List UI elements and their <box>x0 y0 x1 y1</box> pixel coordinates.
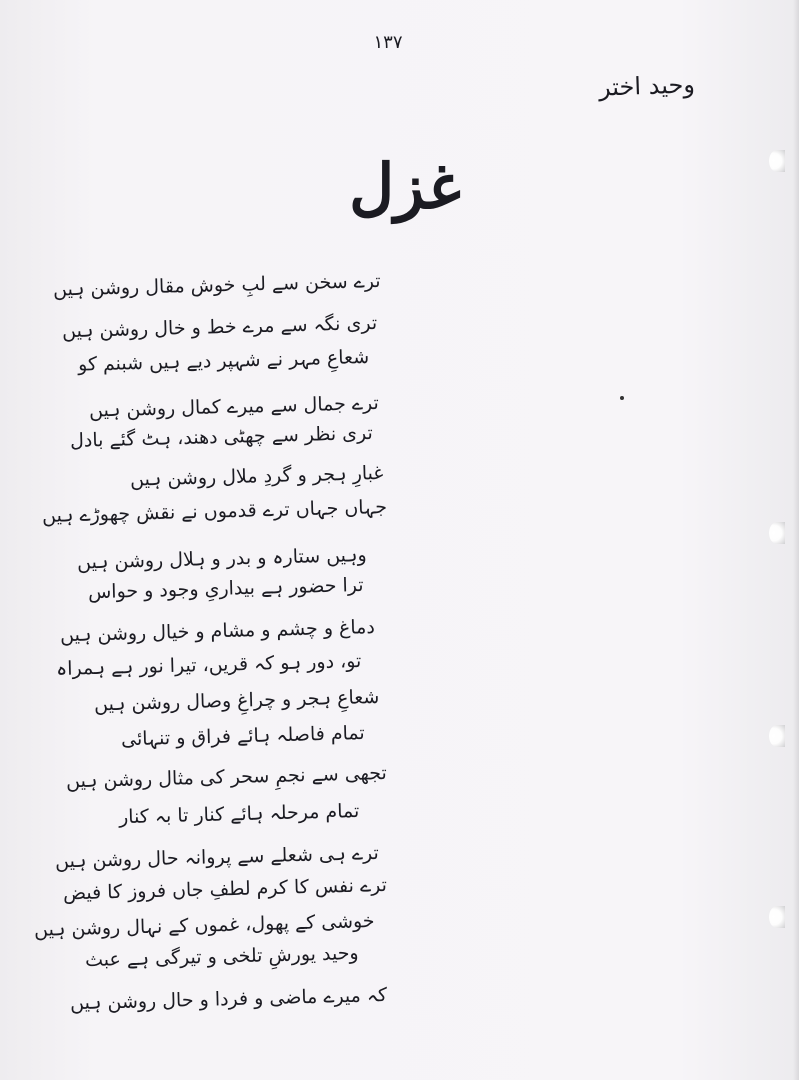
punch-hole <box>769 725 785 747</box>
verse-line: جہاں جہاں ترے قدموں نے نقش چھوڑے ہیں <box>41 496 388 528</box>
verse-line: کہ میرے ماضی و فردا و حال روشن ہیں <box>69 984 388 1015</box>
verse-line: تمام فاصلہ ہائے فراق و تنہائی <box>121 722 366 751</box>
bleed-through-mark: ‏‏‏ ‏ <box>672 150 679 174</box>
punch-hole <box>769 522 785 544</box>
verse-line: دماغ و چشم و مشام و خیال روشن ہیں <box>60 616 376 647</box>
verse-line: وحید یورشِ تلخی و تیرگی ہے عبث <box>85 942 360 972</box>
verse-line: شعاعِ مہر نے شہپر دیے ہیں شبنم کو <box>77 346 370 376</box>
poem-title: غزل <box>349 150 461 223</box>
verse-line: خوشی کے پھول، غموں کے نہال روشن ہیں <box>34 910 376 941</box>
verse-line: ترے جمال سے میرے کمال روشن ہیں <box>89 392 380 422</box>
verse-line: غبارِ ہجر و گردِ ملال روشن ہیں <box>129 462 384 491</box>
verse-line: ترے نفس کا کرم لطفِ جاں فروز کا فیض <box>62 874 388 905</box>
punch-hole <box>769 150 785 172</box>
verse-line: شعاعِ ہجر و چراغِ وصال روشن ہیں <box>93 686 380 716</box>
verse-line: تو، دور ہو کہ قریں، تیرا نور ہے ہمراہ <box>55 650 362 680</box>
verse-line: تمام مرحلہ ہائے کنار تا بہ کنار <box>118 800 360 829</box>
verse-line: تری نظر سے چھٹی دھند، ہٹ گئے بادل <box>70 422 374 452</box>
verse-line: تجھی سے نجمِ سحر کی مثال روشن ہیں <box>66 762 388 793</box>
verse-line: تری نگہ سے مرے خط و خال روشن ہیں <box>61 312 378 343</box>
page-number: ۱۳۷ <box>373 32 403 53</box>
verse-line: ترا حضور ہے بیداریِ وجود و حواس <box>87 574 364 604</box>
ink-dot <box>620 396 624 400</box>
author-name: وحید اختر <box>598 70 696 102</box>
verse-line: ترے ہی شعلے سے پروانہ حال روشن ہیں <box>55 842 380 873</box>
page-edge-shadow <box>793 0 799 1080</box>
verse-line: وہیں ستارہ و بدر و ہلال روشن ہیں <box>77 544 368 574</box>
verse-line: ترے سخن سے لبِ خوش مقال روشن ہیں <box>53 270 382 301</box>
punch-hole <box>769 906 785 928</box>
